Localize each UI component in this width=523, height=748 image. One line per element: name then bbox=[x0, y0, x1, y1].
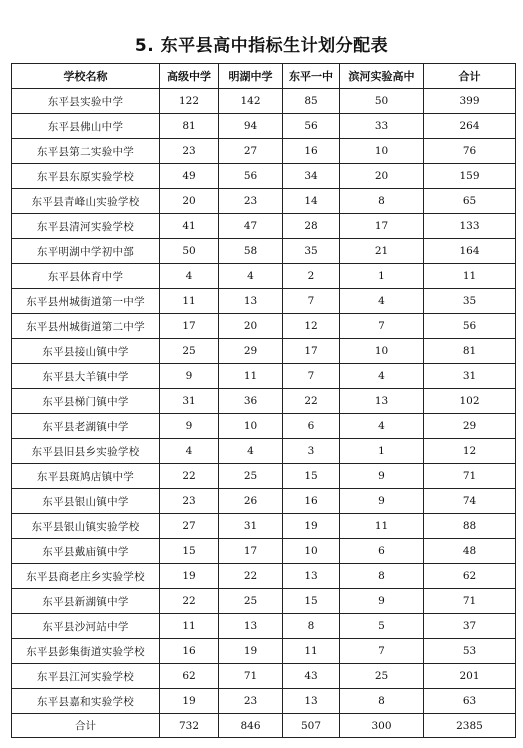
total-cell: 846 bbox=[219, 714, 283, 738]
quota-cell: 94 bbox=[219, 114, 283, 139]
quota-cell: 9 bbox=[340, 589, 424, 614]
quota-cell: 17 bbox=[340, 214, 424, 239]
quota-cell: 201 bbox=[424, 664, 516, 689]
quota-cell: 12 bbox=[283, 314, 340, 339]
table-row bbox=[12, 689, 516, 714]
school-name-cell: 东平县东原实验学校 bbox=[12, 164, 160, 189]
quota-cell: 31 bbox=[160, 389, 219, 414]
table-row bbox=[12, 514, 516, 539]
school-name-cell: 东平县彭集街道实验学校 bbox=[12, 639, 160, 664]
quota-cell: 11 bbox=[424, 264, 516, 289]
quota-cell: 17 bbox=[160, 314, 219, 339]
quota-cell: 62 bbox=[160, 664, 219, 689]
quota-cell: 133 bbox=[424, 214, 516, 239]
header-binhe-shiyan-gaozhong: 滨河实验高中 bbox=[340, 64, 424, 89]
quota-cell: 63 bbox=[424, 689, 516, 714]
quota-cell: 25 bbox=[160, 339, 219, 364]
quota-cell: 15 bbox=[160, 539, 219, 564]
quota-cell: 1 bbox=[340, 439, 424, 464]
quota-cell: 10 bbox=[340, 139, 424, 164]
quota-cell: 8 bbox=[340, 564, 424, 589]
school-name-cell: 东平县新湖镇中学 bbox=[12, 589, 160, 614]
table-row bbox=[12, 339, 516, 364]
quota-cell: 9 bbox=[160, 414, 219, 439]
allocation-table bbox=[11, 63, 516, 738]
quota-cell: 19 bbox=[160, 689, 219, 714]
table-row bbox=[12, 114, 516, 139]
quota-cell: 22 bbox=[283, 389, 340, 414]
quota-cell: 4 bbox=[340, 289, 424, 314]
quota-cell: 25 bbox=[219, 589, 283, 614]
quota-cell: 47 bbox=[219, 214, 283, 239]
quota-cell: 164 bbox=[424, 239, 516, 264]
quota-cell: 29 bbox=[219, 339, 283, 364]
quota-cell: 10 bbox=[340, 339, 424, 364]
quota-cell: 50 bbox=[160, 239, 219, 264]
quota-cell: 4 bbox=[219, 264, 283, 289]
table-row bbox=[12, 389, 516, 414]
quota-cell: 4 bbox=[160, 439, 219, 464]
total-label: 合计 bbox=[12, 714, 160, 738]
table-row bbox=[12, 89, 516, 114]
quota-cell: 56 bbox=[219, 164, 283, 189]
quota-cell: 25 bbox=[219, 464, 283, 489]
quota-cell: 16 bbox=[160, 639, 219, 664]
school-name-cell: 东平县佛山中学 bbox=[12, 114, 160, 139]
quota-cell: 27 bbox=[219, 139, 283, 164]
school-name-cell: 东平县大羊镇中学 bbox=[12, 364, 160, 389]
table-row bbox=[12, 539, 516, 564]
quota-cell: 71 bbox=[424, 589, 516, 614]
table-row bbox=[12, 289, 516, 314]
table-row bbox=[12, 439, 516, 464]
table-row bbox=[12, 489, 516, 514]
quota-cell: 76 bbox=[424, 139, 516, 164]
quota-cell: 58 bbox=[219, 239, 283, 264]
quota-cell: 53 bbox=[424, 639, 516, 664]
quota-cell: 159 bbox=[424, 164, 516, 189]
school-name-cell: 东平县江河实验学校 bbox=[12, 664, 160, 689]
quota-cell: 7 bbox=[283, 364, 340, 389]
school-name-cell: 东平县接山镇中学 bbox=[12, 339, 160, 364]
quota-cell: 13 bbox=[283, 564, 340, 589]
quota-cell: 8 bbox=[340, 689, 424, 714]
quota-cell: 13 bbox=[283, 689, 340, 714]
quota-cell: 28 bbox=[283, 214, 340, 239]
quota-cell: 11 bbox=[160, 289, 219, 314]
school-name-cell: 东平县实验中学 bbox=[12, 89, 160, 114]
quota-cell: 142 bbox=[219, 89, 283, 114]
school-name-cell: 东平明湖中学初中部 bbox=[12, 239, 160, 264]
quota-cell: 23 bbox=[160, 139, 219, 164]
quota-cell: 71 bbox=[424, 464, 516, 489]
quota-cell: 22 bbox=[160, 589, 219, 614]
quota-cell: 22 bbox=[160, 464, 219, 489]
quota-cell: 37 bbox=[424, 614, 516, 639]
quota-cell: 19 bbox=[160, 564, 219, 589]
quota-cell: 13 bbox=[219, 614, 283, 639]
quota-cell: 7 bbox=[283, 289, 340, 314]
school-name-cell: 东平县第二实验中学 bbox=[12, 139, 160, 164]
header-minghu-zhongxue: 明湖中学 bbox=[219, 64, 283, 89]
quota-cell: 20 bbox=[160, 189, 219, 214]
table-row bbox=[12, 239, 516, 264]
table-row bbox=[12, 464, 516, 489]
table-row bbox=[12, 214, 516, 239]
quota-cell: 13 bbox=[219, 289, 283, 314]
school-name-cell: 东平县斑鸠店镇中学 bbox=[12, 464, 160, 489]
total-row bbox=[12, 714, 516, 738]
quota-cell: 85 bbox=[283, 89, 340, 114]
table-row bbox=[12, 564, 516, 589]
school-name-cell: 东平县商老庄乡实验学校 bbox=[12, 564, 160, 589]
total-cell: 300 bbox=[340, 714, 424, 738]
school-name-cell: 东平县州城街道第二中学 bbox=[12, 314, 160, 339]
quota-cell: 8 bbox=[340, 189, 424, 214]
quota-cell: 9 bbox=[340, 464, 424, 489]
quota-cell: 11 bbox=[340, 514, 424, 539]
quota-cell: 6 bbox=[340, 539, 424, 564]
quota-cell: 17 bbox=[219, 539, 283, 564]
quota-cell: 71 bbox=[219, 664, 283, 689]
header-gaoji-zhongxue: 高级中学 bbox=[160, 64, 219, 89]
quota-cell: 6 bbox=[283, 414, 340, 439]
quota-cell: 65 bbox=[424, 189, 516, 214]
school-name-cell: 东平县梯门镇中学 bbox=[12, 389, 160, 414]
quota-cell: 7 bbox=[340, 314, 424, 339]
quota-cell: 35 bbox=[283, 239, 340, 264]
quota-cell: 11 bbox=[160, 614, 219, 639]
total-cell: 732 bbox=[160, 714, 219, 738]
quota-cell: 13 bbox=[340, 389, 424, 414]
total-cell: 507 bbox=[283, 714, 340, 738]
quota-cell: 4 bbox=[160, 264, 219, 289]
quota-cell: 21 bbox=[340, 239, 424, 264]
quota-cell: 26 bbox=[219, 489, 283, 514]
table-row bbox=[12, 414, 516, 439]
quota-cell: 3 bbox=[283, 439, 340, 464]
school-name-cell: 东平县沙河站中学 bbox=[12, 614, 160, 639]
table-row bbox=[12, 639, 516, 664]
school-name-cell: 东平县嘉和实验学校 bbox=[12, 689, 160, 714]
quota-cell: 15 bbox=[283, 464, 340, 489]
quota-cell: 11 bbox=[283, 639, 340, 664]
table-body bbox=[12, 89, 516, 714]
quota-cell: 5 bbox=[340, 614, 424, 639]
quota-cell: 14 bbox=[283, 189, 340, 214]
quota-cell: 9 bbox=[340, 489, 424, 514]
quota-cell: 27 bbox=[160, 514, 219, 539]
table-row bbox=[12, 189, 516, 214]
quota-cell: 399 bbox=[424, 89, 516, 114]
quota-cell: 20 bbox=[340, 164, 424, 189]
quota-cell: 2 bbox=[283, 264, 340, 289]
quota-cell: 4 bbox=[219, 439, 283, 464]
quota-cell: 88 bbox=[424, 514, 516, 539]
quota-cell: 16 bbox=[283, 489, 340, 514]
quota-cell: 22 bbox=[219, 564, 283, 589]
table-row bbox=[12, 139, 516, 164]
quota-cell: 4 bbox=[340, 364, 424, 389]
quota-cell: 81 bbox=[160, 114, 219, 139]
quota-cell: 23 bbox=[219, 189, 283, 214]
quota-cell: 19 bbox=[219, 639, 283, 664]
quota-cell: 17 bbox=[283, 339, 340, 364]
quota-cell: 35 bbox=[424, 289, 516, 314]
quota-cell: 4 bbox=[340, 414, 424, 439]
school-name-cell: 东平县州城街道第一中学 bbox=[12, 289, 160, 314]
table-row bbox=[12, 614, 516, 639]
school-name-cell: 东平县旧县乡实验学校 bbox=[12, 439, 160, 464]
quota-cell: 12 bbox=[424, 439, 516, 464]
table-row bbox=[12, 314, 516, 339]
table-row bbox=[12, 589, 516, 614]
quota-cell: 20 bbox=[219, 314, 283, 339]
quota-cell: 31 bbox=[219, 514, 283, 539]
quota-cell: 25 bbox=[340, 664, 424, 689]
quota-cell: 10 bbox=[283, 539, 340, 564]
table-row bbox=[12, 164, 516, 189]
quota-cell: 19 bbox=[283, 514, 340, 539]
quota-cell: 122 bbox=[160, 89, 219, 114]
table-header-row bbox=[12, 64, 516, 89]
quota-cell: 15 bbox=[283, 589, 340, 614]
quota-cell: 11 bbox=[219, 364, 283, 389]
quota-cell: 34 bbox=[283, 164, 340, 189]
quota-cell: 264 bbox=[424, 114, 516, 139]
quota-cell: 7 bbox=[340, 639, 424, 664]
header-dongping-yizhong: 东平一中 bbox=[283, 64, 340, 89]
quota-cell: 102 bbox=[424, 389, 516, 414]
school-name-cell: 东平县清河实验学校 bbox=[12, 214, 160, 239]
quota-cell: 41 bbox=[160, 214, 219, 239]
quota-cell: 50 bbox=[340, 89, 424, 114]
quota-cell: 1 bbox=[340, 264, 424, 289]
quota-cell: 56 bbox=[424, 314, 516, 339]
quota-cell: 48 bbox=[424, 539, 516, 564]
school-name-cell: 东平县银山镇实验学校 bbox=[12, 514, 160, 539]
quota-cell: 16 bbox=[283, 139, 340, 164]
table-row bbox=[12, 664, 516, 689]
document-title: 5. 东平县高中指标生计划分配表 bbox=[134, 36, 389, 56]
quota-cell: 10 bbox=[219, 414, 283, 439]
quota-cell: 23 bbox=[160, 489, 219, 514]
quota-cell: 49 bbox=[160, 164, 219, 189]
school-name-cell: 东平县戴庙镇中学 bbox=[12, 539, 160, 564]
quota-cell: 29 bbox=[424, 414, 516, 439]
header-total: 合计 bbox=[424, 64, 516, 89]
school-name-cell: 东平县老湖镇中学 bbox=[12, 414, 160, 439]
quota-cell: 74 bbox=[424, 489, 516, 514]
quota-cell: 8 bbox=[283, 614, 340, 639]
school-name-cell: 东平县银山镇中学 bbox=[12, 489, 160, 514]
quota-cell: 23 bbox=[219, 689, 283, 714]
quota-cell: 62 bbox=[424, 564, 516, 589]
quota-cell: 81 bbox=[424, 339, 516, 364]
quota-cell: 36 bbox=[219, 389, 283, 414]
school-name-cell: 东平县体育中学 bbox=[12, 264, 160, 289]
quota-cell: 43 bbox=[283, 664, 340, 689]
header-school-name: 学校名称 bbox=[12, 64, 160, 89]
total-cell: 2385 bbox=[424, 714, 516, 738]
quota-cell: 31 bbox=[424, 364, 516, 389]
quota-cell: 9 bbox=[160, 364, 219, 389]
table-row bbox=[12, 264, 516, 289]
school-name-cell: 东平县青峰山实验学校 bbox=[12, 189, 160, 214]
quota-cell: 56 bbox=[283, 114, 340, 139]
quota-cell: 33 bbox=[340, 114, 424, 139]
table-row bbox=[12, 364, 516, 389]
